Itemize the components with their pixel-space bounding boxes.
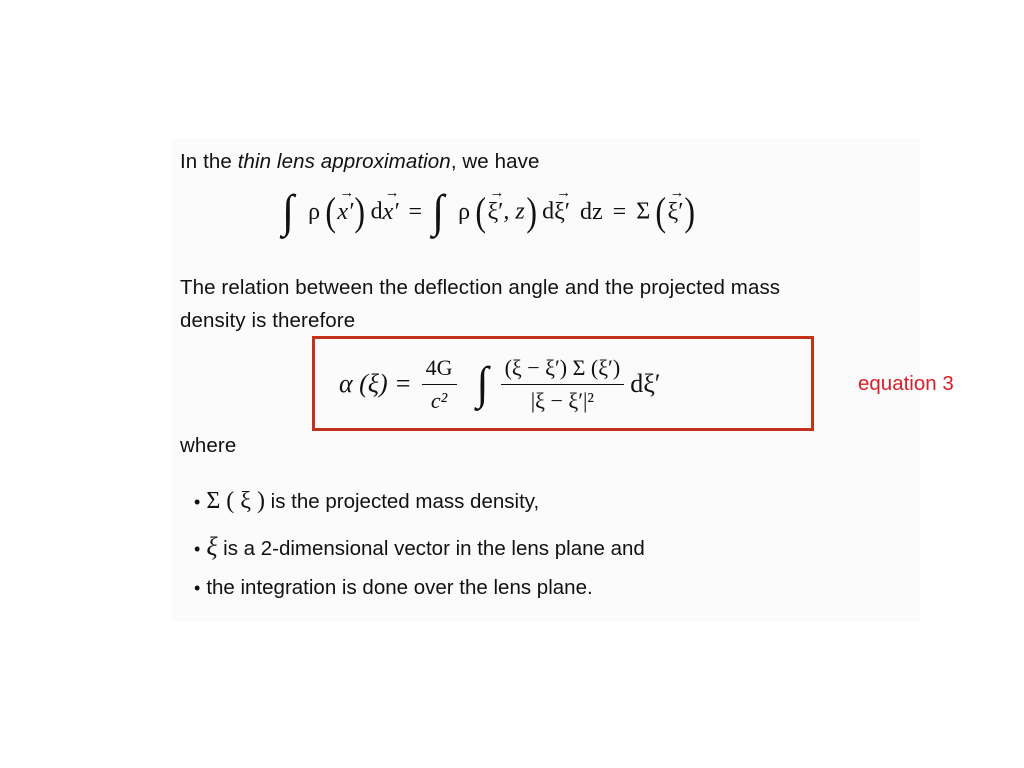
deflection-angle-equation — [339, 347, 660, 421]
right-paren: ) — [354, 189, 366, 234]
x-prime-vector: → x′ — [337, 199, 353, 226]
sigma-symbol: Σ — [636, 198, 651, 225]
bullet-icon: • — [194, 539, 201, 559]
equation-3-box — [312, 336, 814, 431]
mass-projection-equation — [282, 185, 697, 238]
kernel-denominator: |ξ − ξ′|² — [530, 387, 595, 413]
rho-symbol-2: ρ — [458, 198, 471, 225]
equals-sign: = — [408, 198, 423, 225]
bullet-math: Σ ( ξ ) — [206, 488, 265, 514]
intro-suffix: , we have — [450, 150, 540, 173]
xi-prime-vector-2: → ξ′ — [668, 199, 684, 226]
rho-symbol: ρ — [308, 198, 321, 225]
relation-line-1: The relation between the deflection angle and the projected mass — [180, 276, 781, 299]
right-paren-3: ) — [684, 189, 696, 234]
intro-emphasis: thin lens approximation — [237, 150, 451, 173]
list-item — [194, 488, 539, 515]
integral-sign: ∫ — [282, 185, 295, 238]
d-operator-2: d — [542, 198, 555, 225]
list-item — [194, 532, 645, 562]
left-paren-3: ( — [655, 189, 667, 234]
coefficient-numerator: 4G — [422, 355, 457, 385]
kernel-numerator: (ξ − ξ′) Σ (ξ′) — [501, 355, 625, 385]
bullet-text: is the projected mass density, — [264, 490, 540, 513]
equals-sign-2: = — [612, 198, 627, 225]
bullet-icon: • — [194, 578, 201, 598]
eq3-differential: dξ′ — [630, 369, 661, 398]
right-paren-2: ) — [526, 189, 537, 234]
bullet-text: is a 2-dimensional vector in the lens plane and — [217, 537, 645, 560]
dx-prime-vector: → x′ — [383, 199, 399, 226]
dxi-prime-vector: → ξ′ — [554, 199, 570, 226]
xi-prime-vector: → ξ′ — [487, 199, 503, 226]
kernel-fraction — [501, 355, 625, 414]
bullet-text: the integration is done over the lens plane. — [206, 576, 593, 599]
eq3-integral-sign: ∫ — [476, 357, 489, 410]
d-operator: d — [370, 198, 383, 225]
left-paren: ( — [325, 189, 337, 234]
left-paren-2: ( — [475, 189, 487, 234]
where-text: where — [180, 434, 237, 457]
comma-z: , z — [503, 198, 525, 225]
bullet-icon: • — [194, 492, 201, 512]
intro-prefix: In the — [180, 150, 238, 173]
equation-label: equation 3 — [858, 372, 954, 395]
intro-line — [180, 150, 539, 174]
list-item — [194, 576, 593, 600]
dz-term: dz — [580, 198, 603, 225]
integral-sign-2: ∫ — [432, 185, 445, 238]
relation-line-2: density is therefore — [180, 309, 356, 332]
coefficient-denominator: c² — [430, 387, 448, 413]
coefficient-fraction — [422, 355, 457, 414]
eq3-lhs: α (ξ) = — [339, 369, 412, 398]
bullet-math: ξ — [206, 532, 218, 561]
